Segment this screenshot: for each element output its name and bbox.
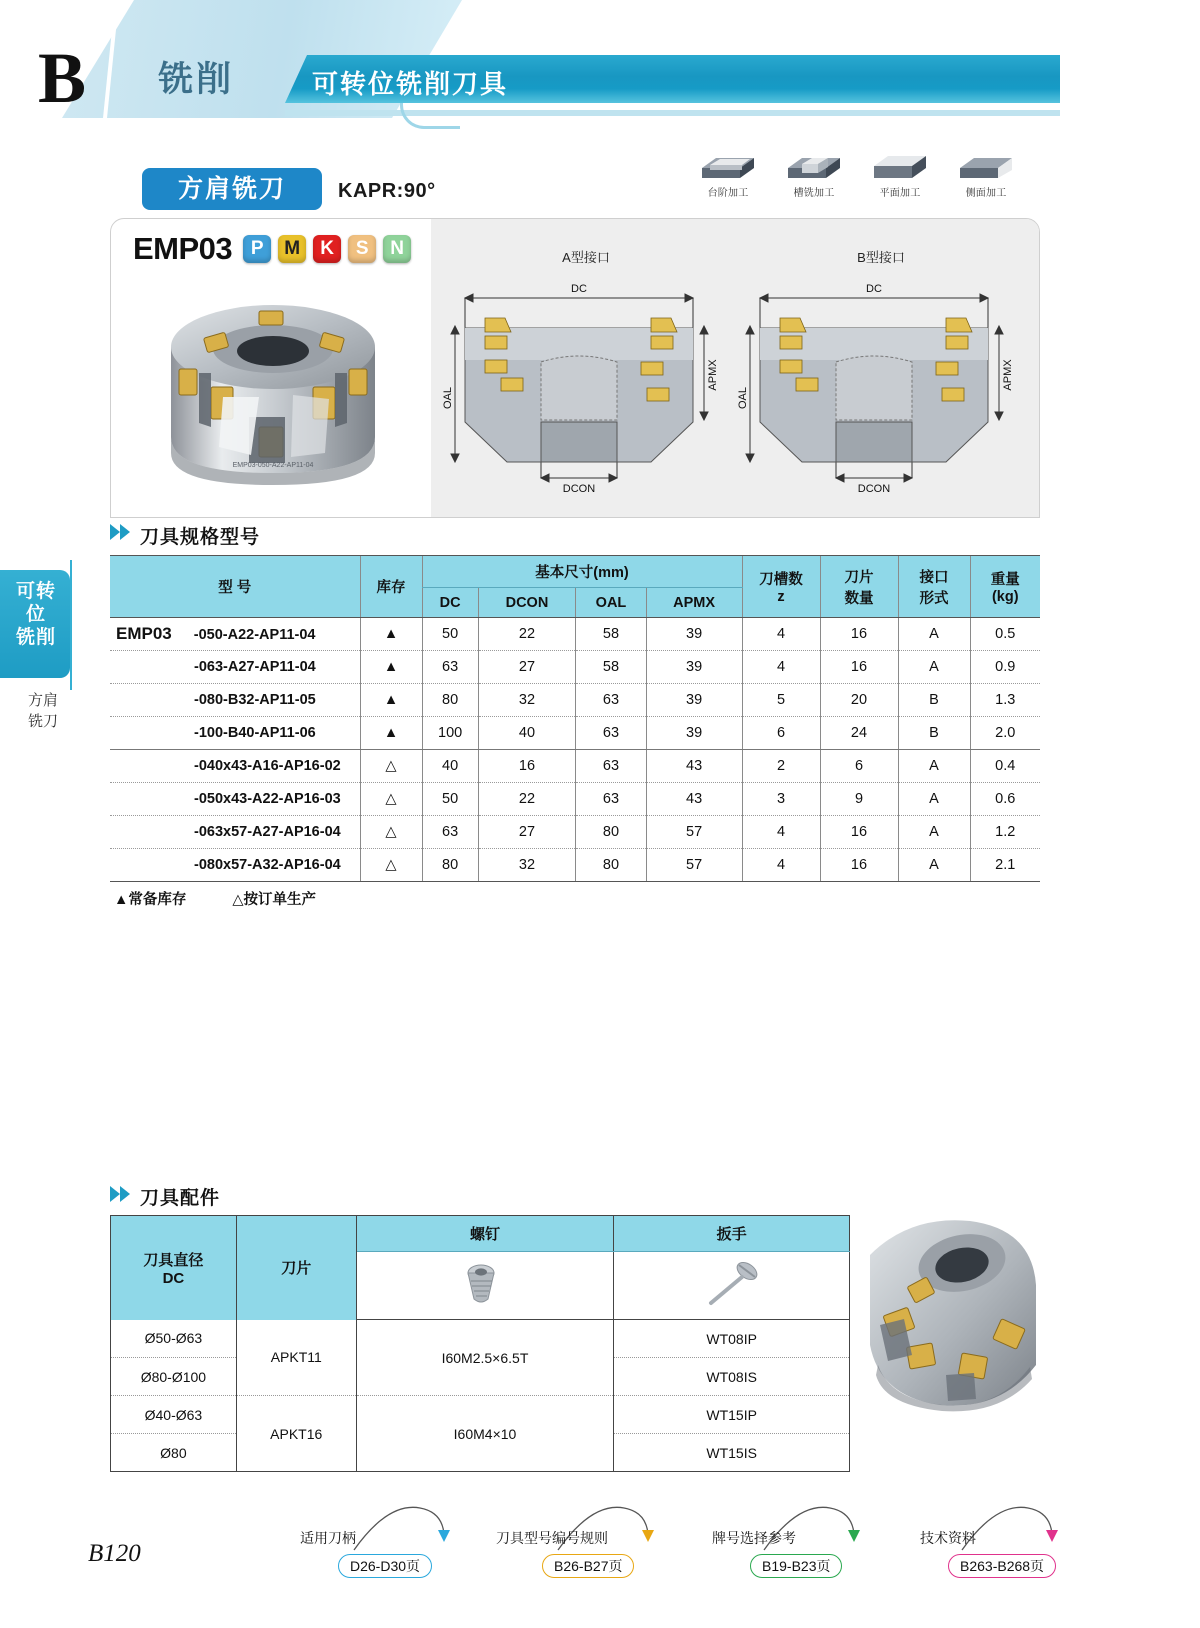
cell-model-code: -040x43-A16-AP16-02 [194, 758, 341, 774]
cell-model-code: -050-A22-AP11-04 [193, 627, 316, 643]
cell-dcon: 40 [478, 717, 576, 750]
cell-weight: 0.4 [970, 750, 1040, 783]
cell-weight: 2.1 [970, 849, 1040, 882]
cell-dc: 80 [422, 849, 478, 882]
col-screw: 螺钉 [356, 1216, 614, 1252]
operation-item [954, 148, 1018, 204]
header-tail-curve [400, 103, 460, 129]
svg-text:DC: DC [571, 283, 587, 295]
cell-weight: 0.9 [970, 651, 1040, 684]
double-chevron-icon [110, 1186, 136, 1202]
cell-model-code: -080-B32-AP11-05 [194, 692, 316, 708]
col-dcon: DCON [478, 588, 576, 618]
cell-wrench: WT15IS [706, 1444, 757, 1461]
cell-diameter: Ø40-Ø63 [111, 1396, 237, 1434]
table-row [110, 816, 1040, 849]
table-row [110, 651, 1040, 684]
cell-model-code: -080x57-A32-AP16-04 [194, 857, 341, 873]
iso-group-m [278, 235, 306, 263]
spec-table-head [110, 556, 1040, 618]
cell-z: 3 [742, 783, 820, 816]
col-flutes-l1: 刀槽数 [759, 572, 803, 588]
col-inserts-l1: 刀片 [844, 569, 874, 586]
cell-oal: 63 [576, 783, 647, 816]
page-title: 可转位铣削刀具 [312, 69, 509, 99]
wrench-photo [614, 1252, 850, 1320]
product-series-name: EMP03 [133, 231, 233, 266]
table-row [110, 618, 1040, 651]
cell-model [110, 618, 360, 651]
col-dia-l2: DC [162, 1269, 185, 1287]
cell-stock: △ [360, 849, 422, 882]
cell-interface: A [898, 618, 970, 651]
cell-oal: 63 [576, 684, 647, 717]
double-chevron-icon [110, 524, 136, 540]
operation-label: 平面加工 [879, 188, 921, 199]
cell-model [110, 783, 360, 816]
operation-item [868, 148, 932, 204]
spec-header-row-1 [110, 556, 1040, 588]
cell-dc: 40 [422, 750, 478, 783]
cell-apmx: 39 [646, 684, 742, 717]
cell-oal: 80 [576, 816, 647, 849]
iso-letter: S [355, 238, 369, 259]
cell-apmx: 57 [646, 816, 742, 849]
cell-oal: 58 [576, 651, 647, 684]
cell-interface: A [898, 750, 970, 783]
cell-inserts: 16 [820, 618, 898, 651]
cell-model [110, 684, 360, 717]
table-row [111, 1320, 850, 1358]
stock-legend [114, 888, 316, 909]
cell-weight: 1.2 [970, 816, 1040, 849]
cell-stock: ▲ [360, 717, 422, 750]
cell-wrench: WT08IS [614, 1358, 850, 1396]
col-basic-dims: 基本尺寸(mm) [422, 556, 742, 588]
cell-weight: 1.3 [970, 684, 1040, 717]
iso-group-k [313, 235, 341, 263]
operation-label: 侧面加工 [965, 188, 1007, 199]
cell-model [110, 816, 360, 849]
col-inserts-l2: 数量 [844, 590, 874, 607]
cell-stock: ▲ [360, 684, 422, 717]
cell-dcon: 22 [478, 618, 576, 651]
col-oal: OAL [576, 588, 647, 618]
footer-links [300, 1520, 1090, 1590]
cell-interface: A [898, 651, 970, 684]
table-row [111, 1396, 850, 1434]
step-machining-icon [696, 148, 760, 182]
drawing-b-title: B型接口 [857, 250, 905, 265]
svg-text:DC: DC [866, 283, 882, 295]
cell-dc: 80 [422, 684, 478, 717]
footer-link-label: 刀具型号编号规则 [496, 1530, 608, 1546]
col-insert: 刀片 [236, 1216, 356, 1320]
table-row [110, 849, 1040, 882]
footer-link-label: 适用刀柄 [300, 1530, 356, 1546]
col-apmx: APMX [646, 588, 742, 618]
col-interface-l2: 形式 [919, 590, 949, 607]
page-header [0, 0, 1200, 128]
cell-dcon: 22 [478, 783, 576, 816]
cell-inserts: 20 [820, 684, 898, 717]
cell-model-code: -050x43-A22-AP16-03 [194, 791, 341, 807]
cell-wrench: WT15IP [614, 1396, 850, 1434]
sidebar-rule [70, 560, 72, 690]
cell-z: 6 [742, 717, 820, 750]
section-category: 铣削 [158, 60, 235, 99]
col-interface [898, 556, 970, 618]
accessory-section-heading: 刀具配件 [140, 1188, 221, 1209]
product-type-badge [142, 168, 322, 210]
cell-dcon: 32 [478, 684, 576, 717]
side-milling-icon [954, 148, 1018, 182]
page-number: B120 [88, 1540, 141, 1567]
svg-text:OAL: OAL [737, 386, 749, 410]
footer-link-label: 牌号选择参考 [712, 1530, 796, 1546]
cell-stock: △ [360, 750, 422, 783]
col-wrench: 扳手 [614, 1216, 850, 1252]
product-type-label: 方肩铣刀 [177, 175, 286, 203]
svg-text:DCON: DCON [562, 483, 596, 495]
slot-milling-icon [782, 148, 846, 182]
col-dc: DC [422, 588, 478, 618]
sidebar-subtitle: 方肩 铣刀 [27, 692, 58, 730]
cell-inserts: 24 [820, 717, 898, 750]
cell-weight: 2.0 [970, 717, 1040, 750]
svg-text:OAL: OAL [442, 386, 454, 410]
cell-inserts: 6 [820, 750, 898, 783]
cell-inserts: 16 [820, 849, 898, 882]
cell-insert: APKT11 [236, 1320, 356, 1396]
cell-apmx: 39 [646, 651, 742, 684]
col-flutes [742, 556, 820, 618]
cell-model-code: -100-B40-AP11-06 [194, 725, 316, 741]
operation-item [782, 148, 846, 204]
accessory-table-head [111, 1216, 850, 1320]
footer-link-page[interactable]: B19-B23页 [750, 1554, 842, 1578]
svg-text:DCON: DCON [857, 483, 891, 495]
iso-letter: K [320, 238, 335, 259]
footer-link-page[interactable]: D26-D30页 [338, 1554, 432, 1578]
table-row [110, 750, 1040, 783]
cell-dc: 63 [422, 651, 478, 684]
col-flutes-l2: z [777, 589, 785, 605]
col-dia-l1: 刀具直径 [143, 1251, 204, 1269]
cell-z: 4 [742, 849, 820, 882]
accessory-header-row-1 [111, 1216, 850, 1252]
cell-family: EMP03 [116, 624, 172, 643]
cell-dc: 50 [422, 783, 478, 816]
cell-insert: APKT16 [236, 1396, 356, 1472]
col-tool-diameter [111, 1216, 237, 1320]
cell-inserts: 16 [820, 816, 898, 849]
screw-photo [356, 1252, 614, 1320]
sidebar-tab[interactable] [0, 570, 70, 678]
iso-letter: M [284, 238, 301, 259]
footer-link-label: 技术资料 [920, 1530, 976, 1546]
legend-order: △按订单生产 [232, 892, 317, 908]
cell-screw: I60M2.5×6.5T [356, 1320, 614, 1396]
cell-dc: 100 [422, 717, 478, 750]
svg-text:EMP03-050-A22-AP11-04: EMP03-050-A22-AP11-04 [232, 462, 314, 469]
accessory-tool-photo [850, 1215, 1040, 1415]
iso-group-s [348, 235, 376, 263]
cell-interface: A [898, 849, 970, 882]
drawing-a-title: A型接口 [562, 250, 610, 265]
drawing-b-type [736, 247, 1026, 497]
section-letter: B [38, 38, 87, 118]
svg-text:APMX: APMX [707, 359, 719, 391]
cell-stock: ▲ [360, 618, 422, 651]
accessory-table-body [111, 1320, 850, 1472]
cell-model [110, 651, 360, 684]
face-milling-icon [868, 148, 932, 182]
iso-group-p [243, 235, 271, 263]
cell-inserts: 16 [820, 651, 898, 684]
cell-weight: 0.6 [970, 783, 1040, 816]
table-row [110, 684, 1040, 717]
col-inserts [820, 556, 898, 618]
kapr-angle-label: KAPR:90° [338, 180, 436, 202]
cell-dc: 50 [422, 618, 478, 651]
operation-label: 台阶加工 [707, 188, 749, 199]
table-row [110, 717, 1040, 750]
cell-z: 2 [742, 750, 820, 783]
cell-z: 5 [742, 684, 820, 717]
col-weight-l2: (kg) [991, 589, 1019, 605]
svg-text:APMX: APMX [1002, 359, 1014, 391]
cell-stock: △ [360, 816, 422, 849]
col-weight-l1: 重量 [990, 572, 1020, 588]
iso-letter: N [390, 238, 405, 259]
sidebar-tab-label: 可转 位 铣削 [16, 581, 57, 648]
cell-model [110, 750, 360, 783]
tool-photo [153, 277, 413, 507]
cell-model-code: -063x57-A27-AP16-04 [194, 824, 341, 840]
footer-link-page[interactable]: B26-B27页 [542, 1554, 634, 1578]
cell-z: 4 [742, 816, 820, 849]
operation-item [696, 148, 760, 204]
cell-weight: 0.5 [970, 618, 1040, 651]
iso-letter: P [250, 238, 264, 259]
cell-oal: 63 [576, 750, 647, 783]
cell-diameter: Ø80-Ø100 [111, 1358, 237, 1396]
cell-oal: 80 [576, 849, 647, 882]
operation-icons [696, 148, 1016, 204]
cell-dcon: 27 [478, 816, 576, 849]
cell-interface: A [898, 816, 970, 849]
cell-screw: I60M4×10 [356, 1396, 614, 1472]
cell-oal: 63 [576, 717, 647, 750]
product-panel [110, 218, 1040, 518]
cell-apmx: 57 [646, 849, 742, 882]
table-row [110, 783, 1040, 816]
col-stock: 库存 [360, 556, 422, 618]
legend-stock: ▲常备库存 [114, 892, 187, 908]
cell-diameter: Ø80 [111, 1434, 237, 1472]
cell-dcon: 16 [478, 750, 576, 783]
cell-model [110, 849, 360, 882]
cell-dcon: 27 [478, 651, 576, 684]
iso-group-n [383, 235, 411, 263]
cell-inserts: 9 [820, 783, 898, 816]
curve-arrow-icon [348, 1502, 468, 1556]
col-interface-l1: 接口 [919, 569, 949, 586]
col-model: 型 号 [110, 556, 360, 618]
drawing-a-type [441, 247, 731, 497]
spec-table [110, 555, 1040, 882]
cell-dcon: 32 [478, 849, 576, 882]
cell-diameter: Ø50-Ø63 [111, 1320, 237, 1358]
cell-interface: B [898, 717, 970, 750]
cell-apmx: 43 [646, 783, 742, 816]
cell-apmx: 39 [646, 717, 742, 750]
spec-section-heading: 刀具规格型号 [140, 527, 261, 548]
col-weight [970, 556, 1040, 618]
cell-wrench: WT08IP [614, 1320, 850, 1358]
cell-stock: ▲ [360, 651, 422, 684]
cell-model [110, 717, 360, 750]
cell-interface: B [898, 684, 970, 717]
cell-stock: △ [360, 783, 422, 816]
cell-dc: 63 [422, 816, 478, 849]
accessory-table [110, 1215, 850, 1472]
cell-z: 4 [742, 651, 820, 684]
cell-z: 4 [742, 618, 820, 651]
operation-label: 槽铣加工 [793, 188, 835, 199]
cell-model-code: -063-A27-AP11-04 [194, 659, 316, 675]
spec-table-body [110, 618, 1040, 882]
cell-interface: A [898, 783, 970, 816]
cell-apmx: 43 [646, 750, 742, 783]
footer-link-page[interactable]: B263-B268页 [948, 1554, 1056, 1578]
cell-apmx: 39 [646, 618, 742, 651]
product-series-row [133, 231, 411, 267]
cell-oal: 58 [576, 618, 647, 651]
